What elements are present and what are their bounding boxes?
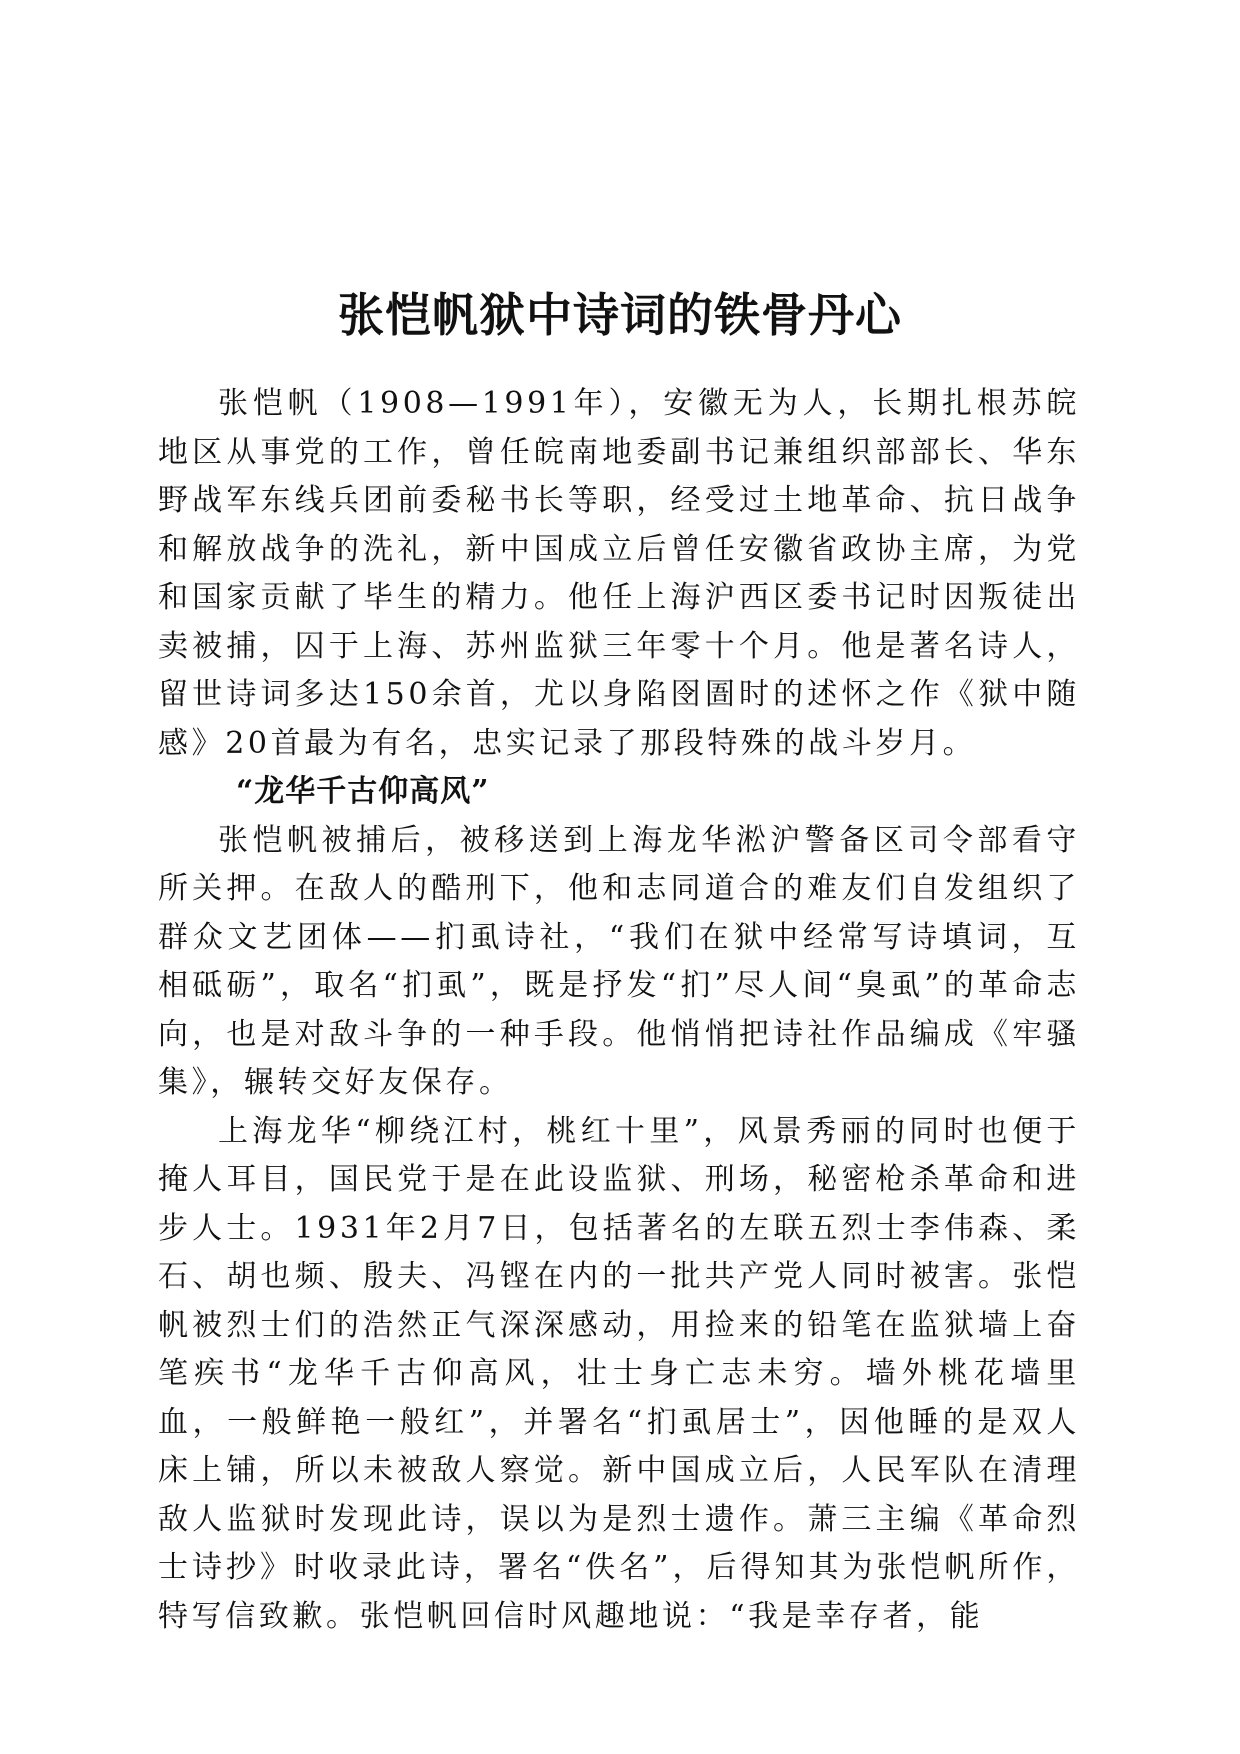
article-body — [158, 380, 1080, 1641]
intro-paragraph: 张恺帆（1908—1991年），安徽无为人，长期扎根苏皖地区从事党的工作，曾任皖南地委副书记兼组织部部长、华东野战军东线兵团前委秘书长等职，经受过土地革命、抗日战争和解放战争的洗礼，新中国成立后曾任安徽省政协主席，为党和国家贡献了毕生的精力。他任上海沪西区委书记时因叛徒出卖被捕，囚于上海、苏州监狱三年零十个月。他是著名诗人，留世诗词多达150余首，尤以身陷囹圄时的述怀之作《狱中随感》20首最为有名，忠实记录了那段特殊的战斗岁月。 — [158, 386, 1080, 761]
section-heading: “龙华千古仰高风” — [236, 774, 490, 809]
section-paragraph-2: 上海龙华“柳绕江村，桃红十里”，风景秀丽的同时也便于掩人耳目，国民党于是在此设监狱、刑场，秘密枪杀革命和进步人士。1931年2月7日，包括著名的左联五烈士李伟森、柔石、胡也频、殷夫、冯铿在内的一批共产党人同时被害。张恺帆被烈士们的浩然正气深深感动，用捡来的铅笔在监狱墙上奋笔疾书“龙华千古仰高风，壮士身亡志未穷。墙外桃花墙里血，一般鲜艳一般红”，并署名“扪虱居士”，因他睡的是双人床上铺，所以未被敌人察觉。新中国成立后，人民军队在清理敌人监狱时发现此诗，误以为是烈士遗作。萧三主编《革命烈士诗抄》时收录此诗，署名“佚名”，后得知其为张恺帆所作，特写信致歉。张恺帆回信时风趣地说：“我是幸存者，能 — [158, 1113, 1080, 1634]
section-paragraph-1: 张恺帆被捕后，被移送到上海龙华淞沪警备区司令部看守所关押。在敌人的酷刑下，他和志同道合的难友们自发组织了群众文艺团体——扪虱诗社，“我们在狱中经常写诗填词，互相砥砺”，取名“扪虱”，既是抒发“扪”尽人间“臭虱”的革命志向，也是对敌斗争的一种手段。他悄悄把诗社作品编成《牢骚集》，辗转交好友保存。 — [158, 822, 1080, 1100]
page-title: 张恺帆狱中诗词的铁骨丹心 — [338, 287, 902, 342]
